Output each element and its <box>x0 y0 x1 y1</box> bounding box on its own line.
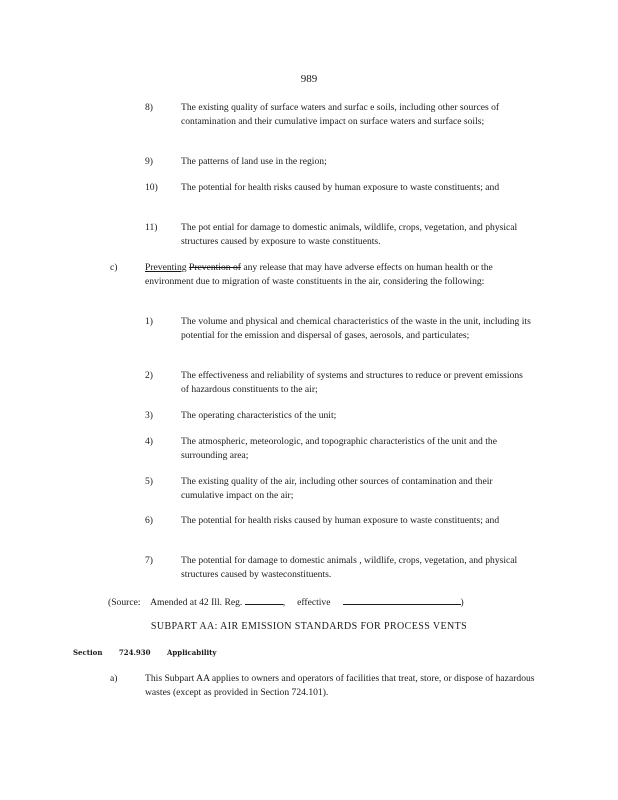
list-item-number: 6) <box>145 515 153 526</box>
list-item-number: 3) <box>145 410 153 421</box>
paragraph-text: This Subpart AA applies to owners and operators of facilities that treat, store, or dispose of hazardous wastes (except as provided in Section 724.101). <box>145 673 535 698</box>
blank-effective-date <box>343 594 461 605</box>
list-item-number: 5) <box>145 476 153 487</box>
list-item-text: The potential for health risks caused by human exposure to waste constituents; and <box>181 515 500 526</box>
page-number: 989 <box>300 73 318 85</box>
list-item-text: The patterns of land use in the region; <box>181 156 327 167</box>
list-item-text: The operating characteristics of the unit; <box>181 410 337 421</box>
source-comma: , <box>282 597 286 608</box>
section-heading <box>73 646 230 660</box>
section-number: 724.930 <box>118 648 151 657</box>
list-item-text: The existing quality of surface waters and surfac e soils, including other sources of contamination and their cumulative impact on surface waters and surface soils; <box>181 102 500 127</box>
list-item-text: The volume and physical and chemical characteristics of the waste in the unit, including its potential for the emission and dispersal of gases, aerosols, and particulates; <box>181 316 531 341</box>
paragraph-text <box>145 261 535 289</box>
paragraph-label: c) <box>110 262 118 273</box>
list-item-text: The existing quality of the air, including other sources of contamination and their cumulative impact on the air; <box>181 476 493 501</box>
paragraph-body: any release that may have adverse effects on human health or the environment due to migration of waste constituents in the air, considering the following: <box>145 262 493 287</box>
list-item-number: 10) <box>145 182 158 193</box>
section-title: Applicability <box>166 648 217 657</box>
source-effective: effective <box>297 597 331 608</box>
list-item-number: 4) <box>145 436 153 447</box>
list-item-text: The pot ential for damage to domestic animals, wildlife, crops, vegetation, and physical structures caused by exposure to waste constituents. <box>181 222 518 247</box>
list-item-number: 1) <box>145 316 153 327</box>
subpart-heading: SUBPART AA: AIR EMISSION STANDARDS FOR PROCESS VENTS <box>150 621 468 632</box>
source-prefix: (Source: <box>108 597 141 608</box>
list-item-text: The effectiveness and reliability of systems and structures to reduce or prevent emissions of hazardous constituents to the air; <box>181 370 523 395</box>
list-item-number: 2) <box>145 370 153 381</box>
paragraph-label: a) <box>110 673 118 684</box>
blank-reg-volume <box>245 594 283 605</box>
source-close: ) <box>460 597 464 608</box>
source-amended: Amended at 42 Ill. Reg. <box>150 597 243 608</box>
list-item-number: 11) <box>145 222 158 233</box>
deleted-text: Prevention of <box>188 262 241 273</box>
list-item-number: 7) <box>145 555 153 566</box>
list-item-text: The atmospheric, meteorologic, and topographic characteristics of the unit and the surrounding area; <box>181 436 497 461</box>
list-item-text: The potential for damage to domestic animals , wildlife, crops, vegetation, and physical structures caused by wasteconstituents. <box>181 555 518 580</box>
section-word: Section <box>73 648 103 657</box>
list-item-number: 9) <box>145 156 153 167</box>
list-item-text: The potential for health risks caused by human exposure to waste constituents; and <box>181 182 500 193</box>
source-note <box>108 594 464 610</box>
inserted-text: Preventing <box>145 262 187 273</box>
list-item-number: 8) <box>145 102 153 113</box>
